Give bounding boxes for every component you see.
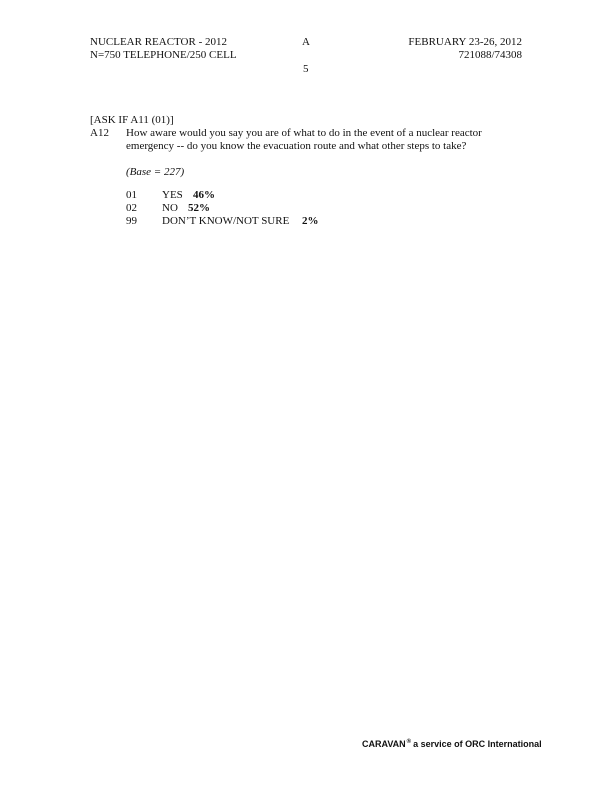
response-value: 52% bbox=[188, 202, 210, 214]
brand-tagline: a service of ORC International bbox=[413, 739, 542, 749]
survey-title: NUCLEAR REACTOR - 2012 bbox=[90, 36, 227, 48]
response-code: 01 bbox=[126, 189, 137, 201]
sample-description: N=750 TELEPHONE/250 CELL bbox=[90, 49, 237, 61]
question-text-line1: How aware would you say you are of what to do in the event of a nuclear reactor bbox=[126, 127, 482, 139]
question-text-line2: emergency -- do you know the evacuation route and what other steps to take? bbox=[126, 140, 467, 152]
response-label: YES bbox=[162, 189, 183, 201]
page-number: 5 bbox=[303, 63, 309, 75]
section-letter: A bbox=[302, 36, 310, 48]
response-code: 02 bbox=[126, 202, 137, 214]
question-id: A12 bbox=[90, 127, 109, 139]
response-value: 46% bbox=[193, 189, 215, 201]
base-size: (Base = 227) bbox=[126, 166, 185, 178]
question-filter: [ASK IF A11 (01)] bbox=[90, 114, 174, 126]
footer-branding bbox=[362, 739, 542, 749]
brand-name: CARAVAN bbox=[362, 739, 406, 749]
survey-dates: FEBRUARY 23-26, 2012 bbox=[408, 36, 522, 48]
response-label: NO bbox=[162, 202, 178, 214]
response-value: 2% bbox=[302, 215, 319, 227]
response-code: 99 bbox=[126, 215, 137, 227]
job-number: 721088/74308 bbox=[458, 49, 522, 61]
response-label: DON’T KNOW/NOT SURE bbox=[162, 215, 290, 227]
registered-mark: ® bbox=[406, 739, 412, 745]
